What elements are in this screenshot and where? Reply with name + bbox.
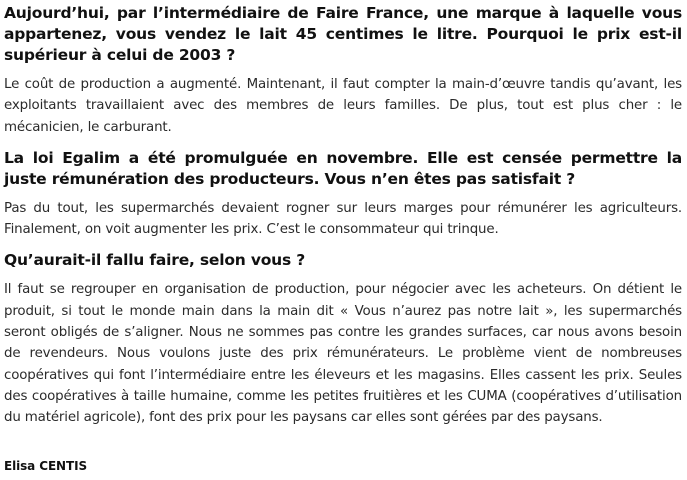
interview-answer-3: Il faut se regrouper en organisation de production, pour négocier avec les acheteurs. On détient le produit, si tout le monde main dans la main dit « Vous n’aurez pas notre lait », les supermarchés seront obligés de s’aligner. Nous ne sommes pas contre les grandes surfaces, car nous avons besoin de revendeurs. Nous voulons juste des prix rémunérateurs. Le problème vient de nombreuses coopératives qui font l’intermédiaire entre les éleveurs et les magasins. Elles cassent les prix. Seules des coopératives à taille humaine, comme les petites fruitières et les CUMA (coopératives d’utilisation du matériel agricole), font des prix pour les paysans car elles sont gérées par des paysans.	[4, 282, 682, 426]
interview-question-2: La loi Egalim a été promulguée en novembre. Elle est censée permettre la juste rémunération des producteurs. Vous n’en êtes pas satisfait ?	[4, 148, 682, 188]
interview-answer-1: Le coût de production a augmenté. Maintenant, il faut compter la main-d’œuvre tandis qu’avant, les exploitants travaillaient avec des membres de leurs familles. De plus, tout est plus cher : le mécanicien, le carburant.	[4, 77, 682, 135]
interview-question-3: Qu’aurait-il fallu faire, selon vous ?	[4, 251, 306, 270]
author-signature: Elisa CENTIS	[4, 459, 87, 473]
interview-question-1: Aujourd’hui, par l’intermédiaire de Faire France, une marque à laquelle vous appartenez, vous vendez le lait 45 centimes le litre. Pourquoi le prix est-il supérieur à celui de 2003 ?	[4, 4, 682, 64]
interview-answer-2: Pas du tout, les supermarchés devaient rogner sur leurs marges pour rémunérer les agriculteurs. Finalement, on voit augmenter les prix. C’est le consommateur qui trinque.	[4, 200, 682, 238]
